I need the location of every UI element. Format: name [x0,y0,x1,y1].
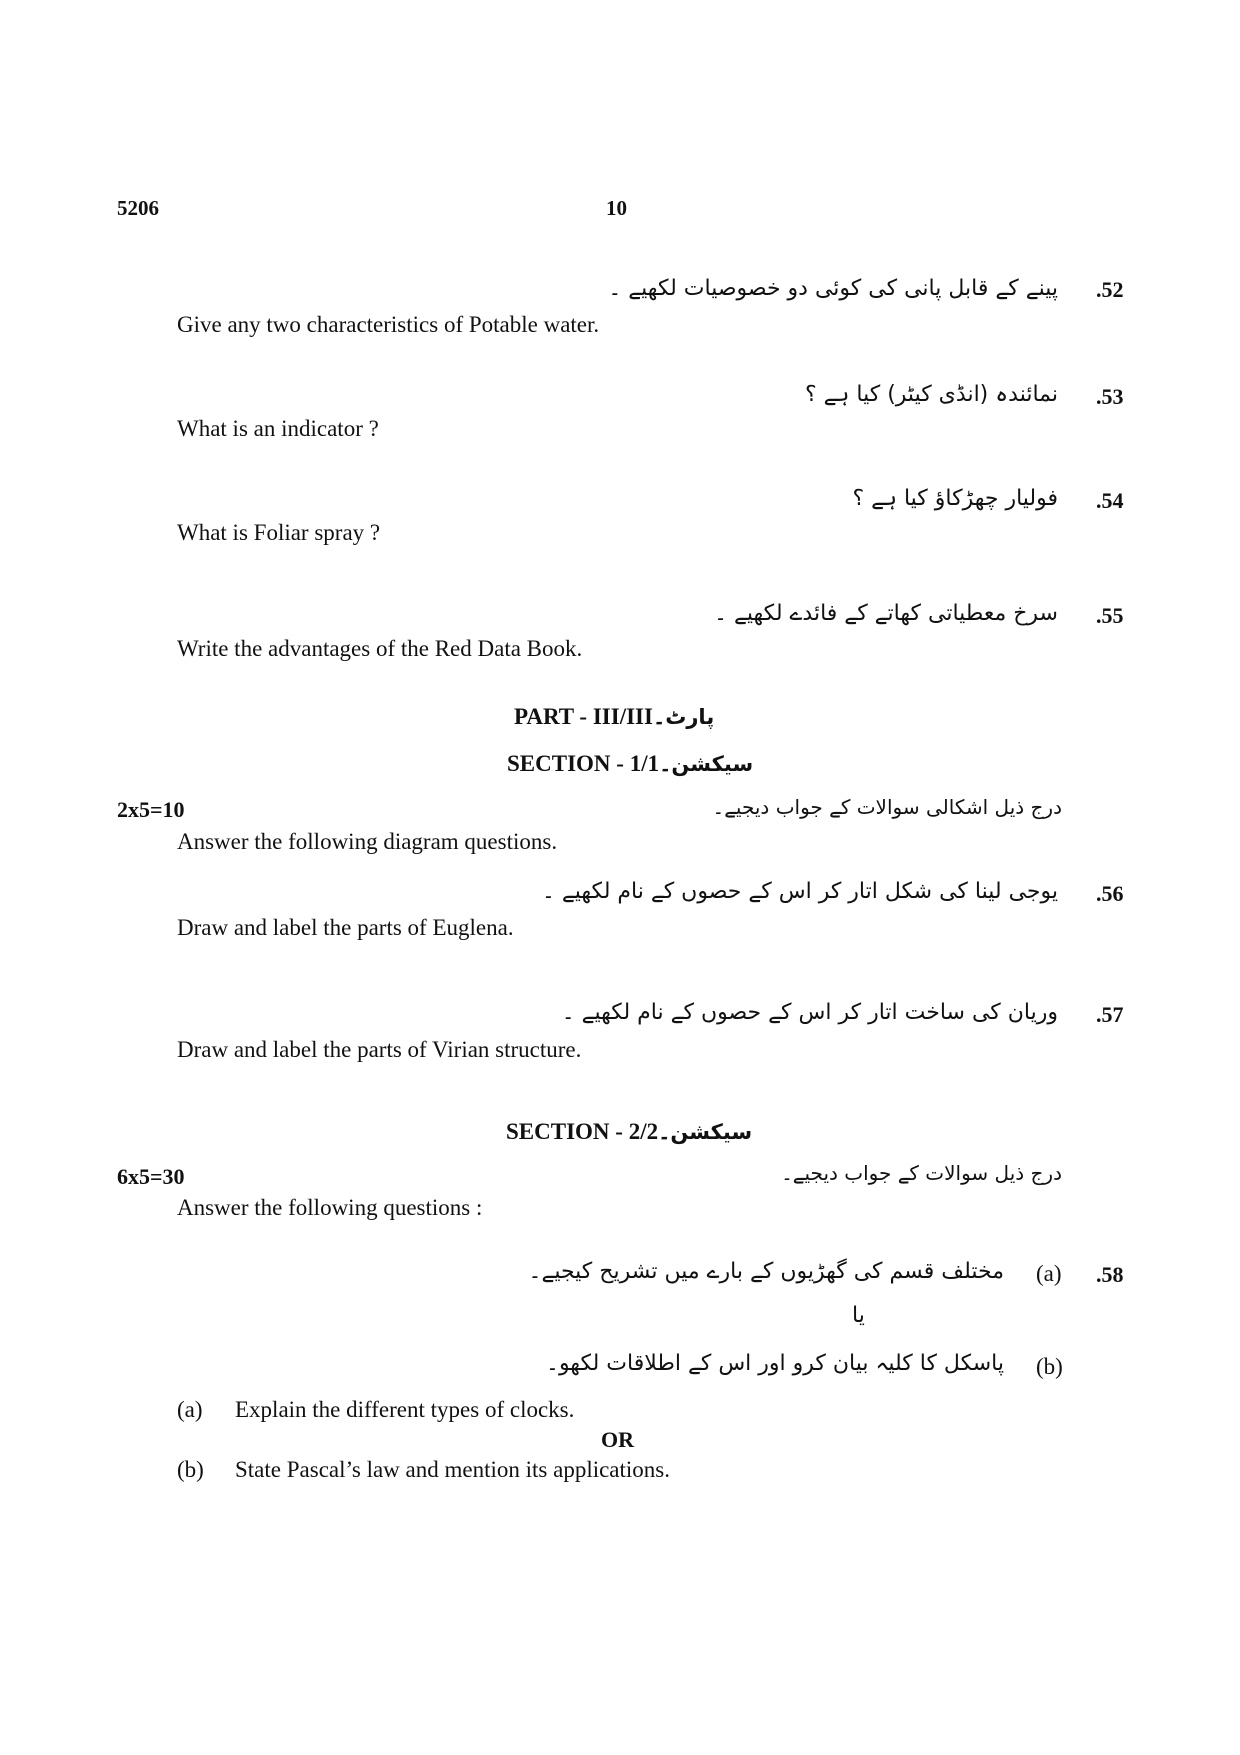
part-heading [514,704,714,730]
q54-number: .54 [1096,488,1124,513]
q53-number: .53 [1096,384,1124,409]
q58-a-label-urdu: (a) [1036,1261,1062,1286]
q58-a-label-english: (a) [177,1397,203,1422]
q58-or-english: OR [601,1427,634,1452]
page-number: 10 [606,196,627,220]
section1-instruction-urdu: درج ذیل اشکالی سوالات کے جواب دیجیے۔ [712,795,1062,819]
q58-b-urdu: پاسکل کا کلیہ بیان کرو اور اس کے اطلاقات لکھو۔ [546,1351,1004,1376]
q54-english: What is Foliar spray ? [177,520,381,545]
paper-code: 5206 [117,196,159,220]
q58-b-label-urdu: (b) [1036,1354,1063,1379]
part-urdu: پارٹ۔ [652,705,715,729]
q58-b-english: State Pascal’s law and mention its applications. [235,1457,671,1482]
q58-number: .58 [1096,1262,1124,1287]
part-label: PART - III/III [514,704,653,729]
section1-heading [507,751,753,777]
q57-number: .57 [1096,1002,1124,1027]
section2-heading [506,1119,752,1145]
section1-label: SECTION - 1/1 [507,751,660,776]
section1-marks: 2x5=10 [117,797,185,822]
q55-english: Write the advantages of the Red Data Book. [177,636,583,661]
section2-urdu: سیکشن۔ [658,1120,753,1144]
q53-english: What is an indicator ? [177,416,379,441]
q57-english: Draw and label the parts of Virian structure. [177,1037,582,1062]
q56-english: Draw and label the parts of Euglena. [177,915,514,940]
section1-urdu: سیکشن۔ [659,752,754,776]
q58-a-urdu: مختلف قسم کی گھڑیوں کے بارے میں تشریح کیجیے۔ [528,1259,1004,1284]
q58-or-urdu: یا [852,1303,865,1328]
q56-number: .56 [1096,881,1124,906]
section2-instruction-english: Answer the following questions : [177,1195,483,1220]
section2-label: SECTION - 2/2 [506,1119,659,1144]
q58-b-label-english: (b) [177,1457,204,1482]
section2-instruction-urdu: درج ذیل سوالات کے جواب دیجیے۔ [781,1161,1062,1185]
q56-urdu: یوجی لینا کی شکل اتار کر اس کے حصوں کے نام لکھیے ۔ [541,879,1058,904]
q58-a-english: Explain the different types of clocks. [235,1397,575,1422]
q54-urdu: فولیار چھڑکاؤ کیا ہے ؟ [852,486,1058,511]
q55-urdu: سرخ معطیاتی کھاتے کے فائدے لکھیے ۔ [714,601,1058,626]
q55-number: .55 [1096,603,1124,628]
section2-marks: 6x5=30 [117,1164,185,1189]
section1-instruction-english: Answer the following diagram questions. [177,829,558,854]
q53-urdu: نمائندہ (انڈی کیٹر) کیا ہے ؟ [804,382,1058,407]
q52-english: Give any two characteristics of Potable water. [177,312,600,337]
q52-number: .52 [1096,277,1124,302]
q57-urdu: وریان کی ساخت اتار کر اس کے حصوں کے نام لکھیے ۔ [561,1000,1058,1025]
q52-urdu: پینے کے قابل پانی کی کوئی دو خصوصیات لکھیے ۔ [608,276,1058,301]
